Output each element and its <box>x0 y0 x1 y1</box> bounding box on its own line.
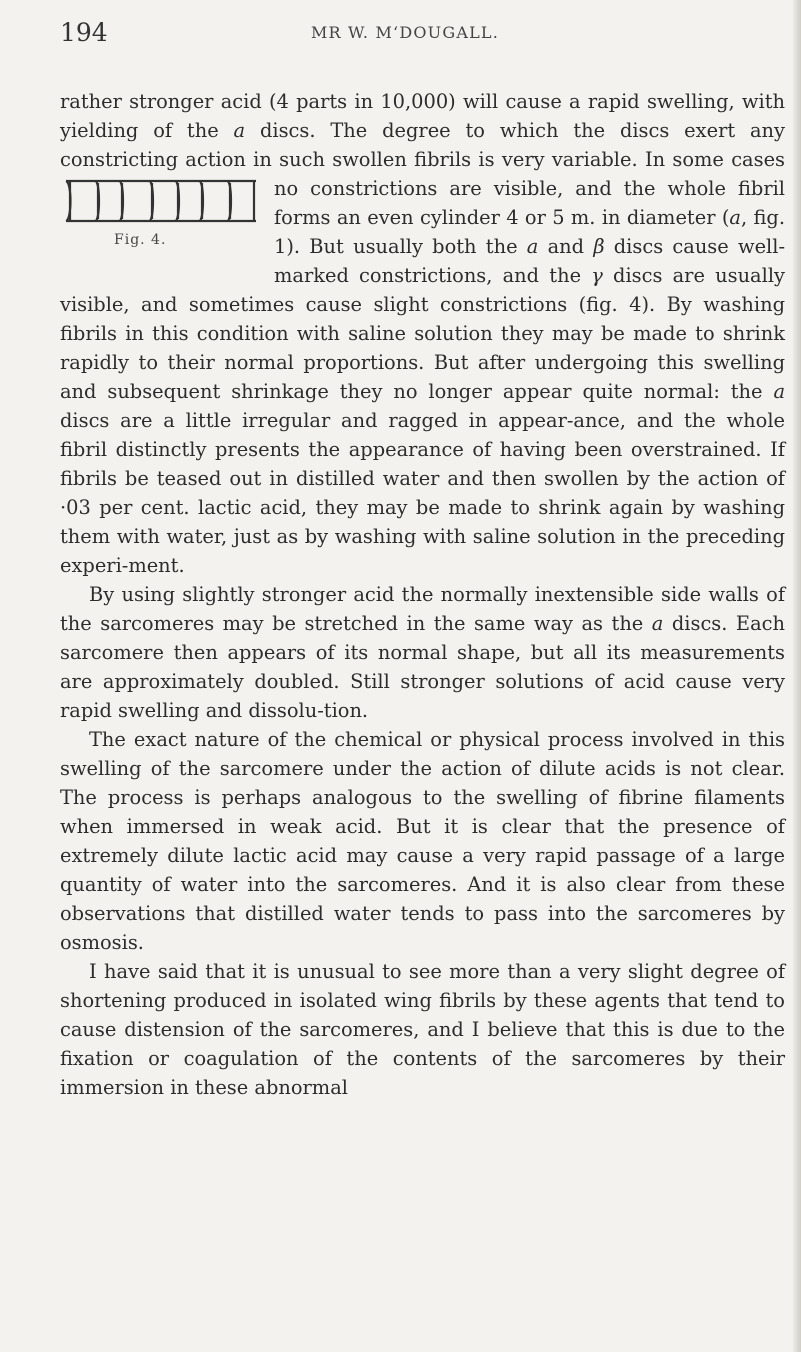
paragraph: By using slightly stronger acid the normally inextensible side walls of the sarcomeres may be stretched in the same way as the a discs. Each sarcomere then appears of its normal shape, but all its measurements are approximately doubled. Still stronger solutions of acid cause very rapid swelling and dissolu-tion. <box>60 583 785 722</box>
article-text <box>60 87 785 1102</box>
paragraph: rather stronger acid (4 parts in 10,000) will cause a rapid swelling, with yielding of the a discs. The degree to which the discs exert any constricting action in such swollen fibrils is very variable. In some cases no constrictions are visible, and the Fig. 4. whole fibril forms an even cylinder 4 or 5 m. in diameter (a, fig. 1). But usually both the a and β discs cause well-marked constrictions, and the γ discs are usually visible, and sometimes cause slight constrictions (fig. 4). By washing fibrils in this condition with saline solution they may be made to shrink rapidly to their normal proportions. But after undergoing this swelling and subsequent shrinkage they no longer appear quite normal: the a discs are a little irregular and ragged in appear-ance, and the whole fibril distinctly presents the appearance of having been overstrained. If fibrils be teased out in distilled water and then swollen by the action of ·03 per cent. lactic acid, they may be made to shrink again by washing them with water, just as by washing with saline solution in the preceding experi-ment. <box>60 90 786 577</box>
page-number: 194 <box>60 18 108 47</box>
fibril-illustration <box>60 177 260 225</box>
page-edge <box>793 0 801 1352</box>
figure-4 <box>60 174 264 266</box>
running-head: MR W. M‘DOUGALL. <box>310 23 500 42</box>
page-header <box>60 18 750 48</box>
paragraph: The exact nature of the chemical or physical process involved in this swelling of the sarcomere under the action of dilute acids is not clear. The process is perhaps analogous to the swelling of fibrine filaments when immersed in weak acid. But it is clear that the presence of extremely dilute lactic acid may cause a very rapid passage of a large quantity of water into the sarcomeres. And it is also clear from these observations that distilled water tends to pass into the sarcomeres by osmosis. <box>60 728 785 954</box>
figure-caption: Fig. 4. <box>114 232 167 248</box>
paragraph: I have said that it is unusual to see more than a very slight degree of shortening produced in isolated wing fibrils by these agents that tend to cause distension of the sarcomeres, and I believe that this is due to the fixation or coagulation of the contents of the sarcomeres by their immersion in these abnormal <box>60 960 785 1099</box>
